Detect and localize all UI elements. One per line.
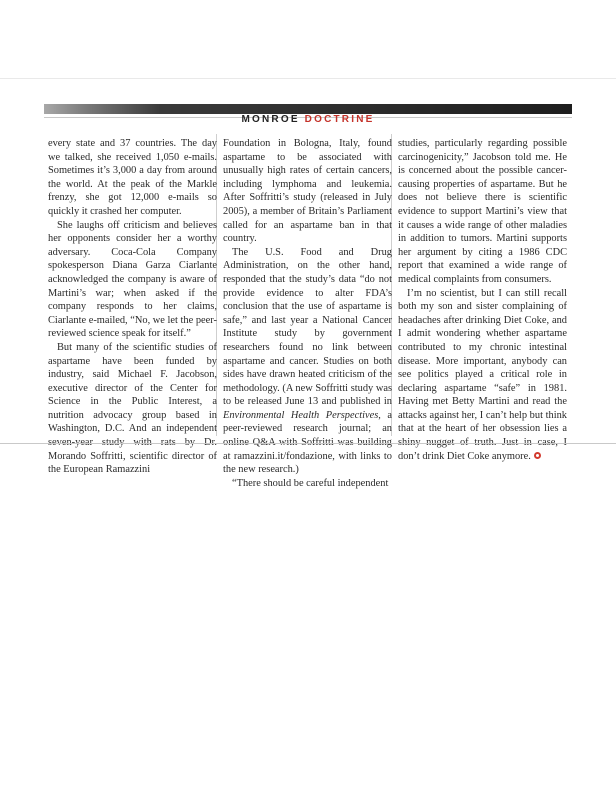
section-title-monroe: MONROE [241,114,300,125]
paragraph: But many of the scientific studies of aspartame have been funded by industry, said Michael F. Jacobson, executive director of the Center for Science in the Public Interest, a nutrition advocacy group based in Washington, D.C. And an independent Morando Soffritti, scientific director of the European Ramazzini [48,341,217,476]
section-title [0,114,616,125]
scan-edge-bottom [0,443,616,444]
paragraph-text: The U.S. Food and Drug Administration, on the other hand, responded that the study’s data “do not provide evidence to alter FDA’s conclusion that the use of aspartame is safe,” and last year a National Cancer Institute study by government researchers found no link between aspartame and cancer. Studies on both sides have drawn heated criticism of the methodology. (A new Soffritti study was to be released June 13 and published in [223,246,392,408]
paragraph: “There should be careful independent [232,477,389,489]
section-title-doctrine: DOCTRINE [304,114,375,125]
article-column-1 [48,137,217,477]
paragraph-text: , a peer-reviewed research journal; an at ramazzini.it/fondazione, with links to the new research.) [223,409,392,476]
paragraph: every state and 37 countries. The day we talked, she received 1,050 e-mails. Sometimes it’s 3,000 a day from around the world. At the peak of the Markle frenzy, she got 12,000 e-mails so quickly it crashed her computer. [48,138,217,217]
paragraph-text: I’m no scientist, but I can still recall both my son and sister complaining of headaches after drinking Diet Coke, and I admit wondering whether aspartame contributed to my chronic intestinal disease. More important, anybody can see politics played a critical role in declaring aspartame “safe” in 1981. Having met Betty Martini and read the attacks against her, I can’t help but think that at the heart of her obsession lies a don’t drink Diet Coke anymore. [398,287,567,462]
paragraph [398,287,567,464]
header-rule [44,104,572,114]
end-of-article-icon [534,452,541,459]
article-column-2 [223,137,392,490]
article-column-3 [398,137,567,463]
journal-name: Environmental Health Perspectives [223,409,379,421]
scan-edge-top [0,78,616,79]
paragraph: Foundation in Bologna, Italy, found aspartame to be associated with unusually high rates of certain cancers, including lymphoma and leukemia. After Soffritti’s study (released in July 2005), a member of Britain’s Parliament called for an aspartame ban in that country. [223,138,392,245]
paragraph: studies, particularly regarding possible carcinogenicity,” Jacobson told me. He is concerned about the possible cancer-causing properties of aspartame. But he does not believe there is scientific evidence to support Martini’s view that it causes a wide range of other maladies in addition to tumors. Martini supports her argument by citing a 1986 CDC report that examined a wide range of medical complaints from consumers. [398,138,567,285]
paragraph: She laughs off criticism and believes her opponents consider her a worthy adversary. Coca-Cola Company spokesperson Diana Garza Ciarlante acknowledged the company is aware of Martini’s war; when asked if the company responds to her claims, Ciarlante e-mailed, “No, we let the peer-reviewed science speak for itself.” [48,219,217,340]
